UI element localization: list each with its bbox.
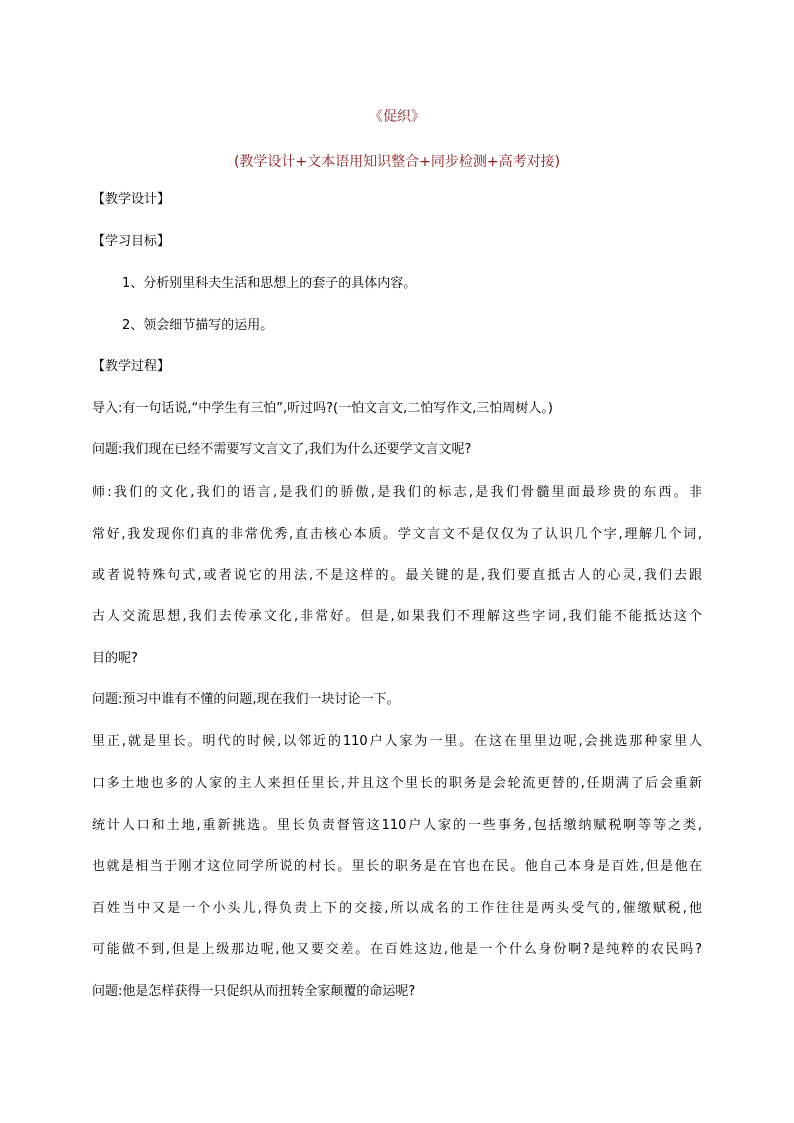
paragraph-line: 口多土地也多的人家的主人来担任里长,并且这个里长的职务是会轮流更替的,任期满了后会重新 [92, 776, 702, 791]
paragraph-line: 也就是相当于刚才这位同学所说的村长。里长的职务是在官也在民。他自己本身是百姓,但是他在 [92, 859, 702, 874]
paragraph-line: 问题:他是怎样获得一只促织从而扭转全家颠覆的命运呢? [92, 984, 416, 999]
document-subtitle: (教学设计+文本语用知识整合+同步检测+高考对接) [233, 154, 561, 170]
paragraph-line: 可能做不到,但是上级那边呢,他又要交差。在百姓这边,他是一个什么身份啊?是纯粹的农民吗? [92, 942, 702, 957]
paragraph-line: 师:我们的文化,我们的语言,是我们的骄傲,是我们的标志,是我们骨髓里面最珍贵的东西。非 [92, 485, 702, 500]
paragraph-line: 里正,就是里长。明代的时候,以邻近的110户人家为一里。在这在里里边呢,会挑选那种家里人 [92, 734, 702, 749]
paragraph-line: 问题:我们现在已经不需要写文言文了,我们为什么还要学文言文呢? [92, 442, 472, 457]
heading-teaching-process: 【教学过程】 [92, 359, 171, 374]
paragraph-line: 导入:有一句话说,“中学生有三怕”,听过吗?(一怕文言文,二怕写作文,三怕周树人。) [92, 401, 553, 416]
goal-item-1: 1、分析别里科夫生活和思想上的套子的具体内容。 [122, 276, 417, 291]
paragraph-line: 统计人口和土地,重新挑选。里长负责督管这110户人家的一些事务,包括缴纳赋税啊等等之类, [92, 818, 702, 833]
heading-teaching-design: 【教学设计】 [92, 192, 171, 207]
paragraph-line: 古人交流思想,我们去传承文化,非常好。但是,如果我们不理解这些字词,我们能不能抵达这个 [92, 609, 702, 624]
heading-learning-goals: 【学习目标】 [92, 234, 171, 249]
paragraph-line: 或者说特殊句式,或者说它的用法,不是这样的。最关键的是,我们要直抵古人的心灵,我们去跟 [92, 568, 702, 583]
paragraph-line: 问题:预习中谁有不懂的问题,现在我们一块讨论一下。 [92, 692, 400, 707]
goal-item-2: 2、领会细节描写的运用。 [122, 318, 274, 333]
paragraph-line: 百姓当中又是一个小头儿,得负责上下的交接,所以成名的工作往往是两头受气的,催缴赋税,他 [92, 901, 702, 916]
document-title: 《促织》 [369, 109, 425, 125]
paragraph-line: 目的呢? [92, 651, 138, 666]
paragraph-line: 常好,我发现你们真的非常优秀,直击核心本质。学文言文不是仅仅为了认识几个字,理解几个词, [92, 527, 702, 542]
